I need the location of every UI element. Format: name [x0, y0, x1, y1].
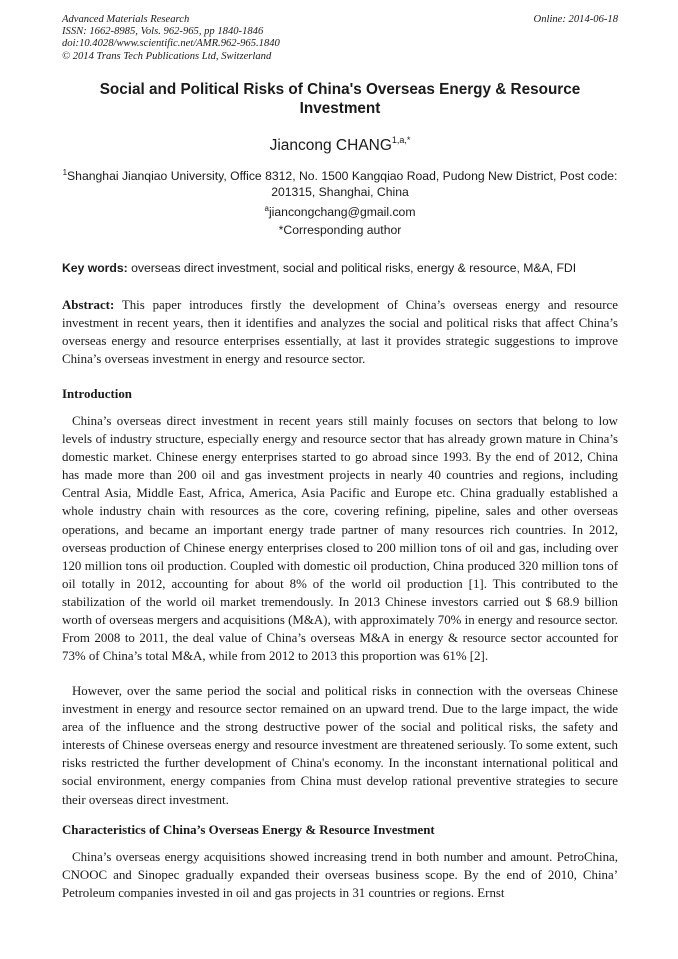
- journal-name: Advanced Materials Research: [62, 14, 190, 25]
- section-heading-introduction: Introduction: [62, 387, 132, 401]
- author-line: [62, 130, 618, 156]
- journal-issn: ISSN: 1662-8985, Vols. 962-965, pp 1840-1846: [62, 26, 264, 38]
- author-name: Jiancong CHANG: [269, 137, 392, 154]
- email-superscript: a: [264, 204, 269, 213]
- journal-copyright: © 2014 Trans Tech Publications Ltd, Switzerland: [62, 50, 272, 62]
- body-paragraph: China’s overseas direct investment in recent years still mainly focuses on sectors that belong to low levels of industry structure, especially energy and resource sector that has already grown mature in China’s domestic market. Chinese energy enterprises started to go abroad since 1993. By the end of 2012, China has made more than 200 oil and gas investment projects in nearly 40 countries and regions, including Central Asia, Middle East, Africa, America, Asia Pacific and Europe etc. China gradually established a whole industry chain with resources as the core, covering refining, pipeline, sales and other overseas operations, and became an important energy trade partner of many resources rich countries. In 2012, overseas production of Chinese energy enterprises closed to 200 million tons of oil and gas, including over 120 million tons oil production. Coupled with domestic oil production, China produced 320 million tons of oil totally in 2012, accounting for about 8% of the world oil production [1]. This contributed to the stabilization of the world oil market tremendously. In 2013 Chinese investors carried out $ 68.9 billion worth of overseas mergers and acquisitions (M&A), with approximately 70% in energy and resource sector. From 2008 to 2011, the deal value of China’s overseas M&A in energy & resource sector accounted for 73% of China’s total M&A, while from 2012 to 2013 this proportion was 61% [2].: [62, 414, 618, 664]
- abstract-text: This paper introduces firstly the development of China’s overseas energy and resource investment in recent years, then it identifies and analyzes the social and political risks that affect China’s overseas energy and resource enterprises essentially, at last it provides strategic suggestions to improve China’s overseas investment in energy and resource sector.: [62, 298, 618, 366]
- body-paragraph: China’s overseas energy acquisitions showed increasing trend in both number and amount. PetroChina, CNOOC and Sinopec gradually expanded their overseas business scope. By the end of 2010, China’ Petroleum companies invested in oil and gas projects in 31 countries or regions. Ernst: [62, 850, 618, 901]
- keywords: [62, 260, 618, 276]
- abstract: [62, 296, 618, 368]
- paper-title: Social and Political Risks of China's Overseas Energy & Resource Investment: [99, 81, 581, 117]
- affiliation: [62, 165, 618, 200]
- corresponding-author-note: *Corresponding author: [278, 223, 402, 237]
- email-address[interactable]: jiancongchang@gmail.com: [268, 205, 416, 219]
- keywords-label: Key words:: [62, 261, 128, 275]
- keywords-text: overseas direct investment, social and political risks, energy & resource, M&A, FDI: [127, 261, 577, 275]
- section-heading-characteristics: Characteristics of China’s Overseas Energy & Resource Investment: [62, 823, 435, 837]
- journal-info: [62, 14, 280, 63]
- abstract-label: Abstract:: [62, 298, 115, 312]
- affiliation-superscript: 1: [62, 168, 68, 177]
- online-date: Online: 2014-06-18: [533, 14, 618, 25]
- author-email: [62, 201, 618, 220]
- journal-header: [62, 14, 618, 63]
- journal-doi[interactable]: doi:10.4028/www.scientific.net/AMR.962-965.1840: [62, 38, 280, 50]
- author-superscript: 1,a,*: [391, 135, 411, 145]
- body-paragraph: However, over the same period the social and political risks in connection with the overseas Chinese investment in energy and resource sector remained on an upward trend. Due to the large impact, the wide area of the influence and the strong destructive power of the social and political risks, the safety and interests of Chinese overseas energy and resource investment are threatened seriously. To some extent, such risks restricted the further development of China's economy. In the inconstant international political and social environment, energy companies from China must develop rational preventive strategies to secure their overseas direct investment.: [62, 684, 618, 807]
- affiliation-text: Shanghai Jianqiao University, Office 8312, No. 1500 Kangqiao Road, Pudong New District, Post code: 201315, Shanghai, China: [67, 169, 618, 199]
